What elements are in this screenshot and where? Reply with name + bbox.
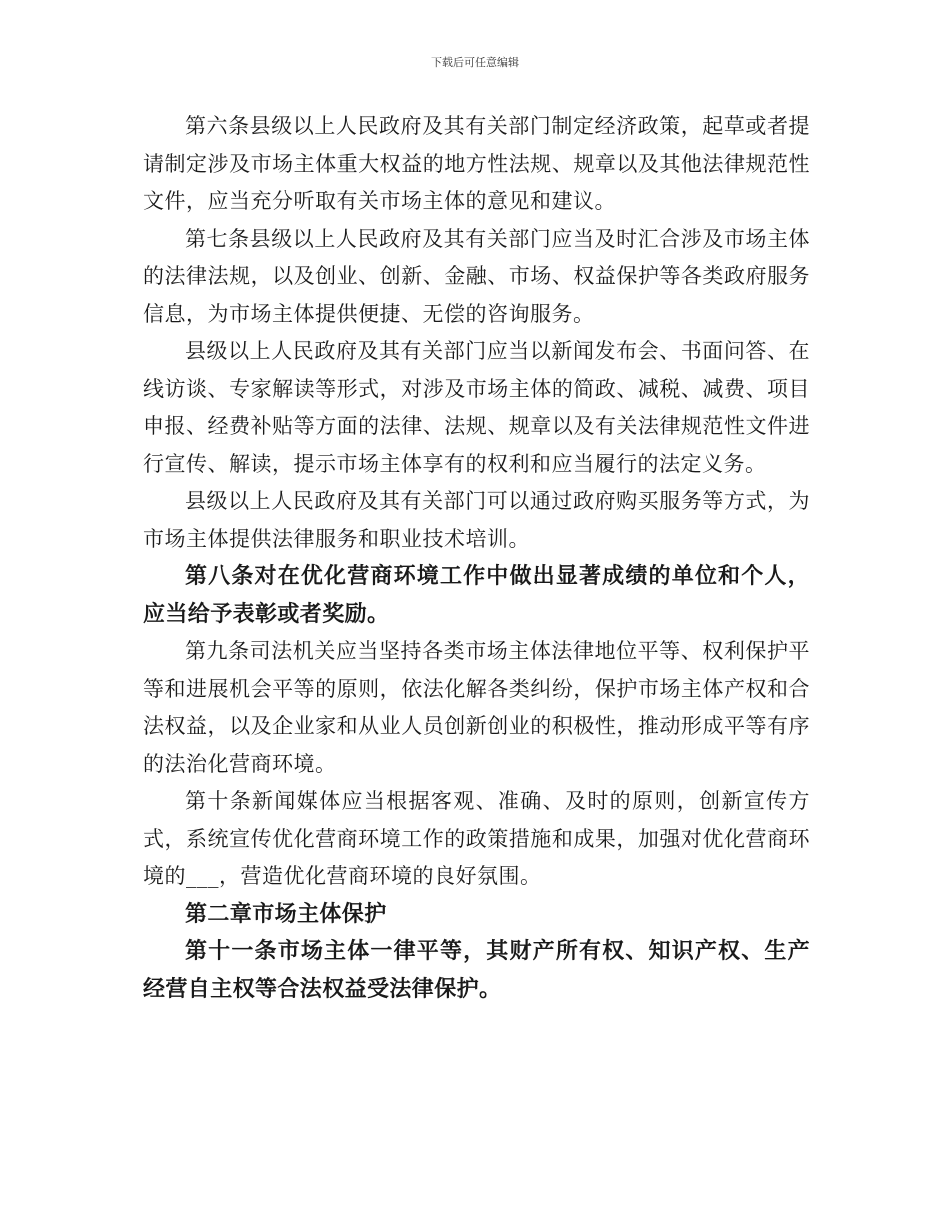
chapter-heading: 第二章市场主体保护 <box>185 900 387 927</box>
paragraph-article-7-services: 县级以上人民政府及其有关部门可以通过政府购买服务等方式，为市场主体提供法律服务和职业技术培训。 <box>143 489 810 551</box>
paragraph-article-7-publicity: 县级以上人民政府及其有关部门应当以新闻发布会、书面问答、在线访谈、专家解读等形式，对涉及市场主体的简政、减税、减费、项目申报、经费补贴等方面的法律、法规、规章以及有关法律规范性文件进行宣传、解读，提示市场主体享有的权利和应当履行的法定义务。 <box>143 339 810 476</box>
paragraph-article-8: 第八条对在优化营商环境工作中做出显著成绩的单位和个人，应当给予表彰或者奖励。 <box>143 563 810 627</box>
paragraph-article-9: 第九条司法机关应当坚持各类市场主体法律地位平等、权利保护平等和进展机会平等的原则，依法化解各类纠纷，保护市场主体产权和合法权益，以及企业家和从业人员创新创业的积极性，推动形成平等有序的法治化营商环境。 <box>143 639 810 776</box>
paragraph-article-6: 第六条县级以上人民政府及其有关部门制定经济政策，起草或者提请制定涉及市场主体重大权益的地方性法规、规章以及其他法律规范性文件，应当充分听取有关市场主体的意见和建议。 <box>143 114 810 213</box>
paragraph-article-10: 第十条新闻媒体应当根据客观、准确、及时的原则，创新宣传方式，系统宣传优化营商环境工作的政策措施和成果，加强对优化营商环境的___，营造优化营商环境的良好氛围。 <box>143 789 810 888</box>
paragraph-article-11: 第十一条市场主体一律平等，其财产所有权、知识产权、生产经营自主权等合法权益受法律保护。 <box>143 938 810 1002</box>
document-body <box>143 108 810 1008</box>
page-header: 下载后可任意编辑 <box>431 56 519 69</box>
paragraph-article-7: 第七条县级以上人民政府及其有关部门应当及时汇合涉及市场主体的法律法规，以及创业、创新、金融、市场、权益保护等各类政府服务信息，为市场主体提供便捷、无偿的咨询服务。 <box>143 226 810 326</box>
